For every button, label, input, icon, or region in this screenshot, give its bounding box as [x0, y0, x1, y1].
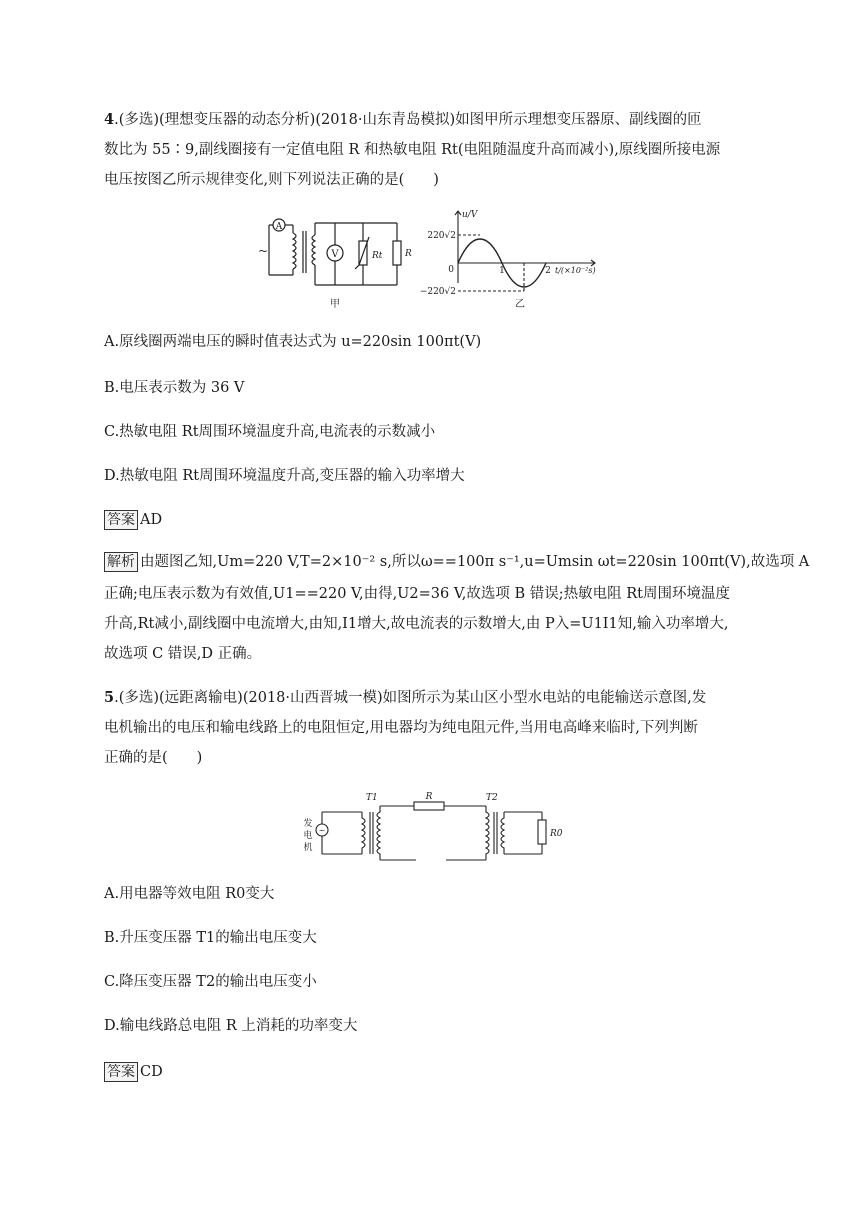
- t2-label: T2: [486, 793, 498, 803]
- q5-line-1: [104, 688, 706, 708]
- generator-label-1: 发: [303, 819, 313, 829]
- tick-neg: −220√2: [420, 287, 456, 297]
- q5-line-2: 电机输出的电压和输电线路上的电阻恒定,用电器均为纯电阻元件,当用电高峰来临时,下列判断: [104, 720, 698, 736]
- voltmeter-label: V: [331, 249, 339, 260]
- q5-answer: CD: [140, 1064, 163, 1080]
- tick-1: 1: [499, 266, 505, 276]
- r-label: R: [405, 249, 412, 259]
- q5-option-b: B.升压变压器 T1的输出电压变大: [104, 930, 317, 946]
- generator-label-3: 机: [303, 843, 313, 853]
- t1-label: T1: [366, 793, 378, 803]
- q4-option-b: B.电压表示数为 36 V: [104, 380, 245, 396]
- q4-analysis-line-3: 升高,Rt减小,副线圈中电流增大,由知,I1增大,故电流表的示数增大,由 P入=U1I1知,输入功率增大,: [104, 616, 729, 632]
- generator-symbol: ~: [318, 826, 326, 835]
- q5-line-3: 正确的是( ): [104, 750, 203, 766]
- q5-number: 5: [104, 689, 115, 706]
- q5-figure: [296, 790, 566, 866]
- q4-analysis-text-1: 由题图乙知,Um=220 V,T=2×10⁻² s,所以ω==100π s⁻¹,u=Umsin ωt=220sin 100πt(V),故选项 A: [140, 554, 810, 570]
- answer-tag: 答案: [104, 510, 138, 530]
- q4-figure-jia: [255, 203, 415, 315]
- q4-line-1: [104, 110, 702, 130]
- answer-tag: 答案: [104, 1062, 138, 1082]
- tick-0: 0: [448, 265, 454, 275]
- q4-answer: AD: [140, 512, 163, 528]
- q4-option-a: A.原线圈两端电压的瞬时值表达式为 u=220sin 100πt(V): [104, 334, 482, 350]
- q4-analysis-line-4: 故选项 C 错误,D 正确。: [104, 646, 262, 662]
- ammeter-label: A: [275, 222, 283, 232]
- r0-label: R0: [550, 829, 563, 839]
- ac-source-label: ~: [257, 244, 269, 258]
- q4-line-3: 电压按图乙所示规律变化,则下列说法正确的是( ): [104, 172, 439, 188]
- q4-figure-yi: [420, 203, 610, 315]
- q5-option-d: D.输电线路总电阻 R 上消耗的功率变大: [104, 1018, 358, 1034]
- figure-label-jia: 甲: [330, 299, 340, 310]
- q4-analysis-line-1: [104, 552, 809, 572]
- q5-stem-1: .(多选)(远距离输电)(2018·山西晋城一模)如图所示为某山区小型水电站的电能输送示意图,发: [114, 690, 707, 706]
- analysis-tag: 解析: [104, 552, 138, 572]
- q4-analysis-line-2: 正确;电压表示数为有效值,U1==220 V,由得,U2=36 V,故选项 B 错误;热敏电阻 Rt周围环境温度: [104, 586, 730, 602]
- q4-answer-row: [104, 510, 162, 530]
- q4-option-d: D.热敏电阻 Rt周围环境温度升高,变压器的输入功率增大: [104, 468, 465, 484]
- axis-t-label: t/(×10⁻²s): [555, 266, 596, 275]
- q4-number: 4: [104, 111, 115, 128]
- rt-label: Rt: [372, 251, 383, 261]
- tick-2: 2: [545, 266, 551, 276]
- q5-option-c: C.降压变压器 T2的输出电压变小: [104, 974, 317, 990]
- r-label: R: [425, 792, 433, 802]
- axis-u-label: u/V: [462, 210, 478, 220]
- q4-line-2: 数比为 55∶9,副线圈接有一定值电阻 R 和热敏电阻 Rt(电阻随温度升高而减小),原线圈所接电源: [104, 142, 721, 158]
- q5-option-a: A.用电器等效电阻 R0变大: [104, 886, 275, 902]
- tick-pos: 220√2: [427, 231, 456, 241]
- generator-label-2: 电: [303, 831, 313, 841]
- figure-label-yi: 乙: [515, 299, 525, 310]
- q4-option-c: C.热敏电阻 Rt周围环境温度升高,电流表的示数减小: [104, 424, 436, 440]
- q5-answer-row: [104, 1062, 163, 1082]
- q4-stem-1: .(多选)(理想变压器的动态分析)(2018·山东青岛模拟)如图甲所示理想变压器原、副线圈的匝: [114, 112, 702, 128]
